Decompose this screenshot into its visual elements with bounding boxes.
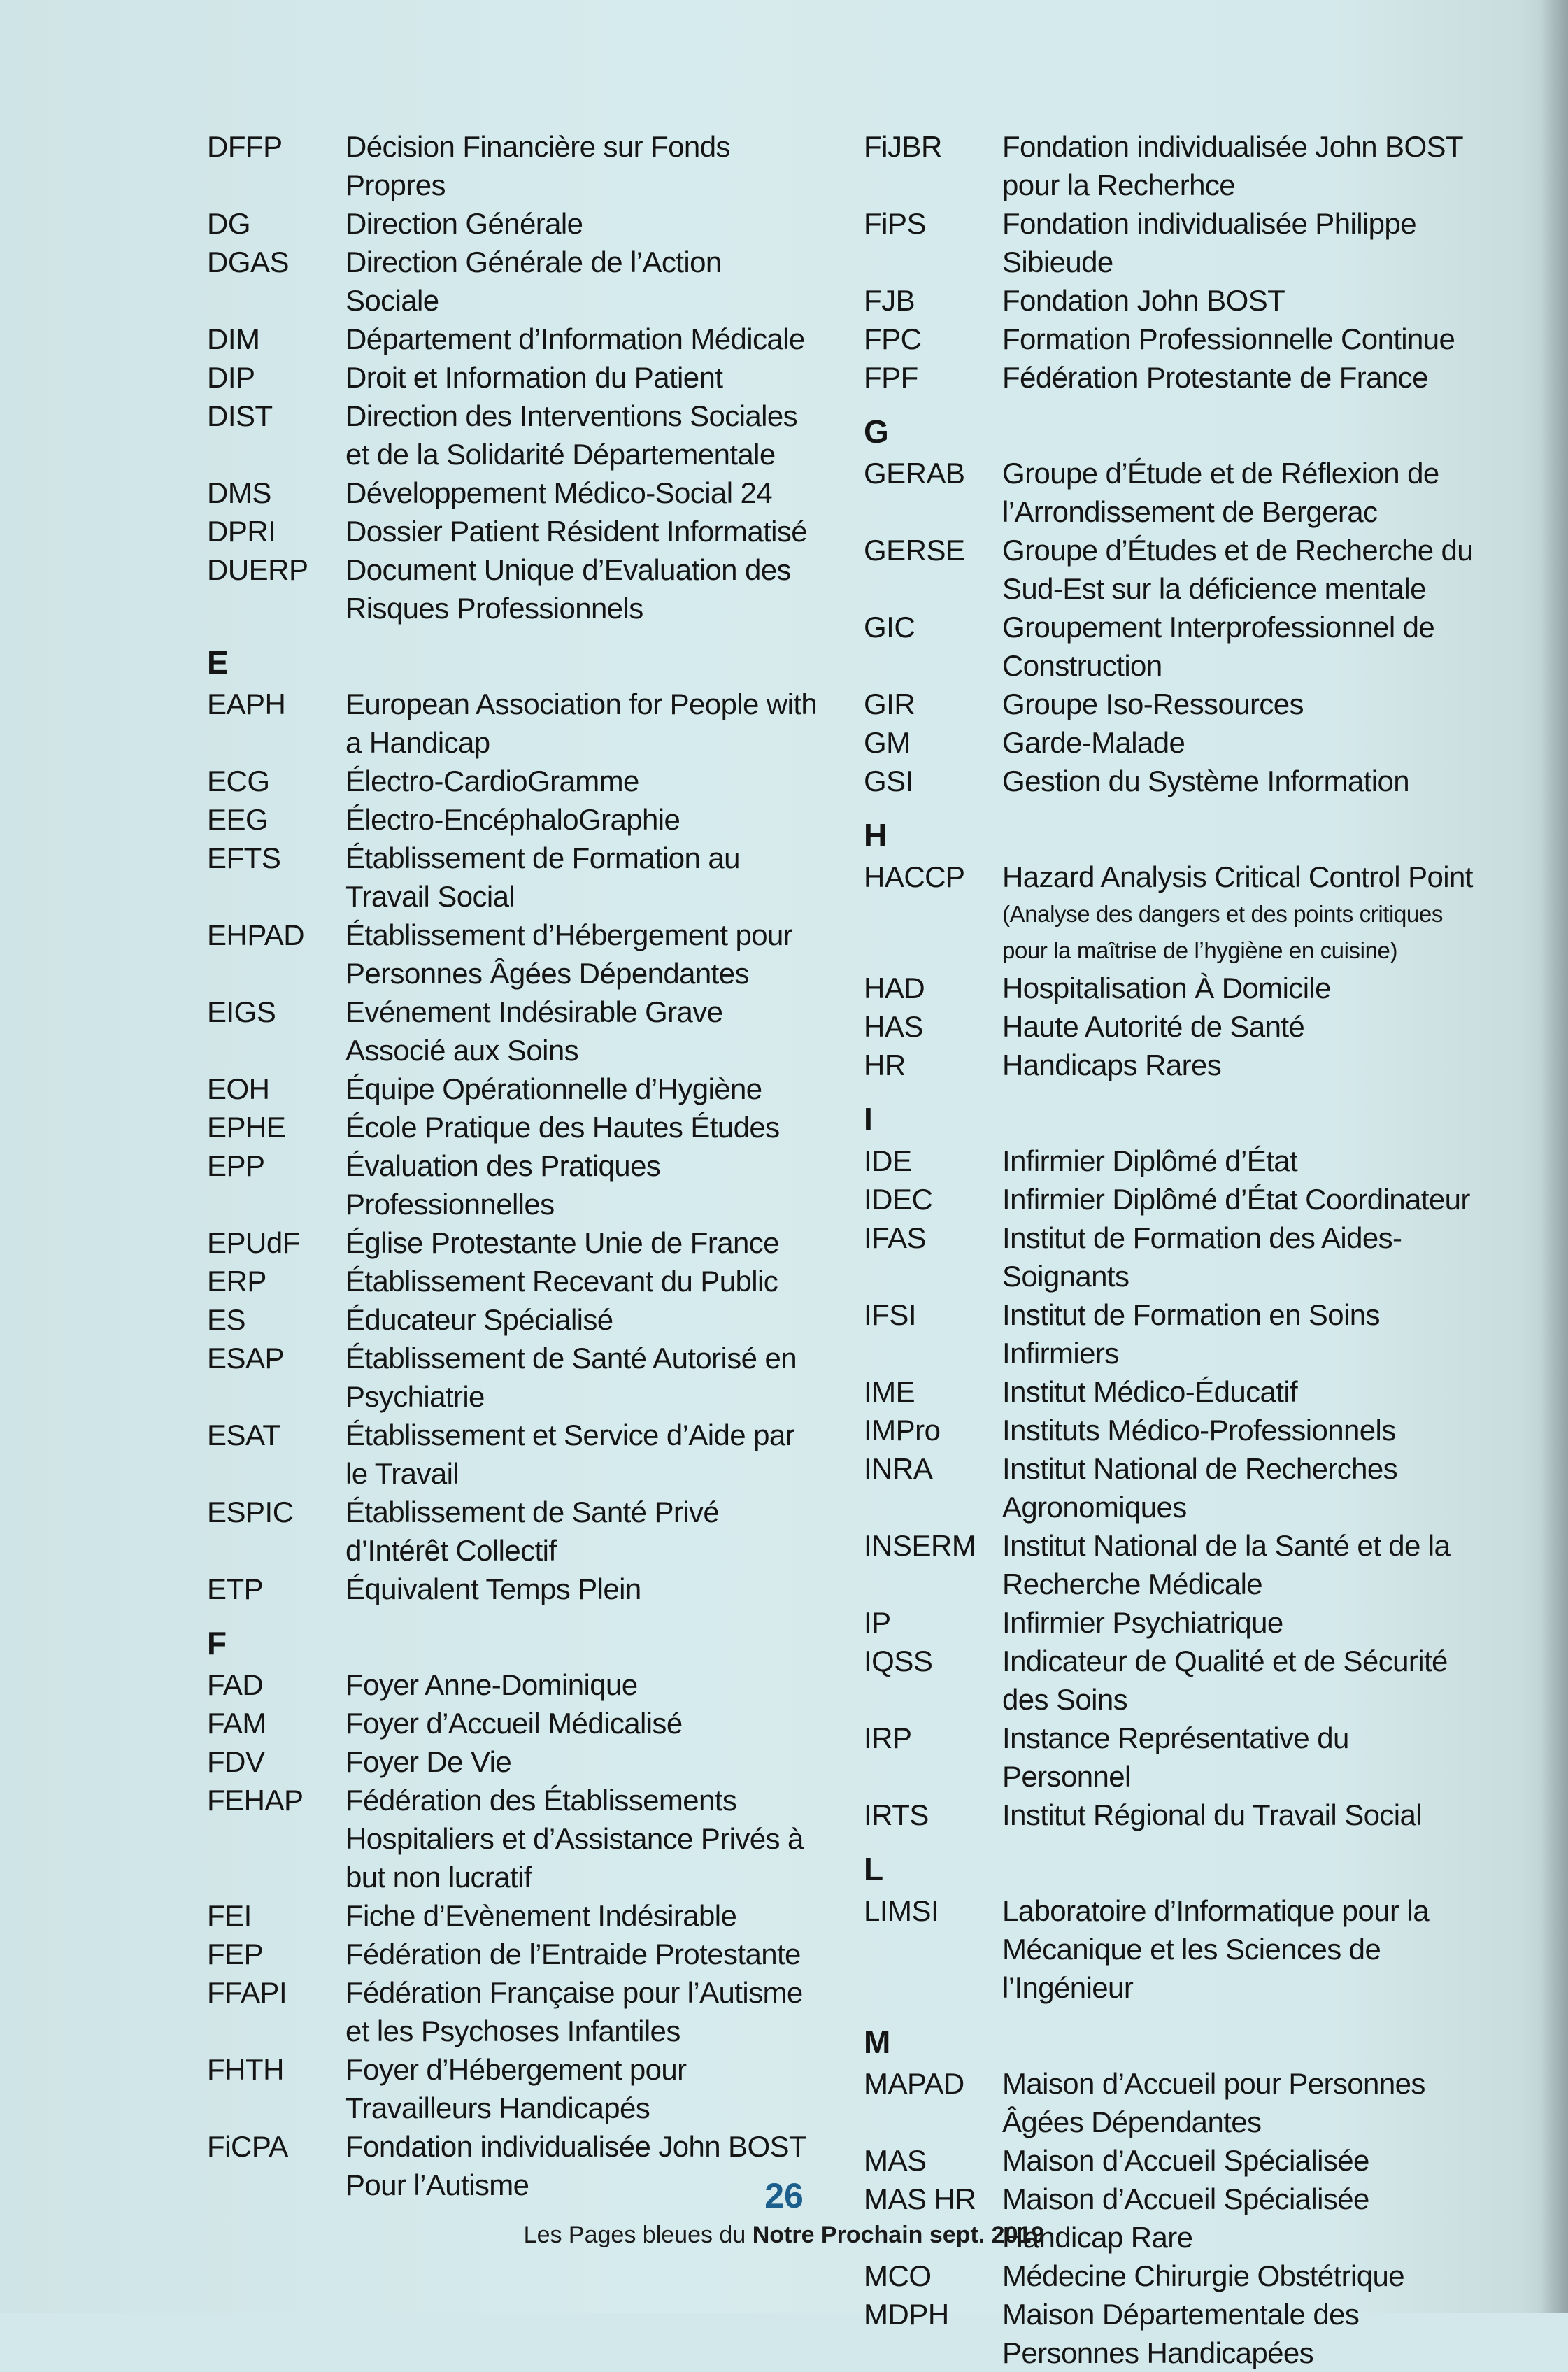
glossary-entry [864,1180,1479,1219]
entry-definition-text: Électro-CardioGramme [345,765,639,797]
entry-abbreviation: IDE [864,1144,912,1177]
entry-definition-text: Fédération Française pour l’Autisme et les Psychoses Infantiles [345,1976,803,2047]
entry-definition-text: Établissement d’Hébergement pour Personnes Âgées Dépendantes [345,918,793,990]
entry-abbreviation: GIC [864,611,915,644]
entry-abbreviation: EOH [207,1072,270,1105]
glossary-entry [864,1719,1479,1796]
entry-definition-text: Direction Générale de l’Action Sociale [345,246,722,317]
entry-definition-text: Foyer De Vie [345,1745,512,1778]
entry-definition-text: Infirmier Diplômé d’État Coordinateur [1002,1183,1470,1216]
entry-abbreviation: FEP [207,1938,264,1970]
entry-definition-text: Direction des Interventions Sociales et de la Solidarité Départementale [345,399,798,471]
entry-definition-text: Éducateur Spécialisé [345,1303,613,1336]
entry-definition [345,1742,822,1781]
entry-definition-text: Établissement Recevant du Public [345,1265,778,1298]
entry-abbreviation: FHTH [207,2053,284,2086]
section-letter: G [864,413,889,450]
entry-definition [1002,531,1479,608]
glossary-entry [207,1416,822,1493]
entry-definition-text: Équipe Opérationnelle d’Hygiène [345,1072,762,1105]
entry-definition [345,1896,822,1935]
entry-definition-text: Fiche d’Evènement Indésirable [345,1899,737,1932]
entry-definition [1002,1411,1479,1449]
entry-definition [1002,1007,1479,1046]
entry-abbreviation: FDV [207,1745,265,1778]
entry-definition-text: Établissement de Santé Autorisé en Psychiatrie [345,1342,797,1413]
entry-definition [345,397,822,474]
entry-abbreviation: EPUdF [207,1226,300,1259]
entry-definition [1002,2064,1479,2141]
entry-definition-text: Maison d’Accueil pour Personnes Âgées Dépendantes [1002,2067,1425,2138]
entry-abbreviation: ERP [207,1265,266,1298]
glossary-entry [207,1339,822,1416]
entry-definition [345,512,822,551]
glossary-entry [864,454,1479,531]
glossary-entry [864,858,1479,969]
entry-definition [1002,1449,1479,1526]
footer-title: Notre Prochain sept. 2019 [752,2222,1045,2248]
glossary-entry [207,397,822,474]
entry-definition [1002,762,1479,800]
glossary-entry [207,1742,822,1781]
glossary-entry [864,1526,1479,1603]
glossary-entry [864,320,1479,358]
entry-abbreviation: FiJBR [864,130,942,163]
glossary-entry [864,1219,1479,1295]
entry-definition-text: Formation Professionnelle Continue [1002,322,1455,355]
entry-abbreviation: MAPAD [864,2067,964,2100]
entry-definition-text: Dossier Patient Résident Informatisé [345,515,808,548]
glossary-entry [207,993,822,1070]
glossary-entry [864,2295,1479,2372]
entry-definition [345,1704,822,1742]
entry-definition-text: Maison d’Accueil Spécialisée Handicap Rare [1002,2182,1369,2254]
glossary-entry [207,762,822,800]
glossary-entry [864,531,1479,608]
entry-abbreviation: EFTS [207,841,281,874]
entry-definition [1002,2295,1479,2372]
entry-abbreviation: IFAS [864,1221,927,1254]
entry-abbreviation: GERAB [864,457,965,490]
glossary-entry [207,839,822,916]
entry-definition-text: Établissement de Santé Privé d’Intérêt Collectif [345,1496,720,1567]
entry-definition [1002,858,1479,969]
entry-abbreviation: IMPro [864,1414,941,1447]
entry-definition-text: Institut de Formation des Aides-Soignants [1002,1221,1402,1293]
entry-definition [345,1781,822,1896]
entry-abbreviation: FiCPA [207,2130,288,2163]
entry-definition-text: Hazard Analysis Critical Control Point [1002,860,1473,893]
entry-abbreviation: EPP [207,1149,265,1182]
page-number: 26 [764,2176,804,2215]
entry-definition [345,1493,822,1570]
section-letter: F [207,1625,227,1661]
entry-abbreviation: DG [207,207,250,240]
entry-abbreviation: ESPIC [207,1496,294,1528]
entry-abbreviation: HAD [864,972,925,1004]
glossary-entry [207,685,822,762]
entry-definition [345,474,822,512]
glossary-entry [207,1896,822,1935]
entry-definition-text: Maison Départementale des Personnes Handicapées [1002,2298,1360,2369]
entry-definition-text: École Pratique des Hautes Études [345,1111,780,1144]
entry-abbreviation: ES [207,1303,246,1336]
entry-definition [345,1570,822,1608]
entry-definition [345,1223,822,1262]
entry-definition-text: Médecine Chirurgie Obstétrique [1002,2259,1404,2292]
entry-abbreviation: HR [864,1049,906,1081]
entry-definition [345,1973,822,2050]
glossary-entry [864,1449,1479,1526]
entry-abbreviation: HAS [864,1010,923,1043]
entry-definition-text: Établissement de Formation au Travail Social [345,841,740,913]
entry-definition [1002,454,1479,531]
entry-definition-text: Instituts Médico-Professionnels [1002,1414,1396,1447]
entry-definition [345,993,822,1070]
glossary-entry [207,800,822,839]
glossary-entry [207,1704,822,1742]
entry-definition-text: Groupe Iso-Ressources [1002,688,1304,720]
entry-definition [1002,358,1479,397]
entry-abbreviation: IDEC [864,1183,933,1216]
entry-definition-text: Direction Générale [345,207,583,240]
glossary-entry [864,2141,1479,2180]
glossary-entry [207,1300,822,1339]
entry-abbreviation: DIST [207,399,273,432]
glossary-entry [207,320,822,358]
entry-abbreviation: MAS HR [864,2182,976,2215]
entry-definition-text: Décision Financière sur Fonds Propres [345,130,730,201]
entry-definition-text: Électro-EncéphaloGraphie [345,803,680,836]
glossary-entry [207,551,822,627]
entry-definition [345,243,822,320]
glossary-entry [864,1411,1479,1449]
entry-definition [1002,204,1479,281]
entry-abbreviation: ESAT [207,1419,280,1451]
footer-prefix: Les Pages bleues du [523,2222,753,2248]
glossary-entry [207,358,822,397]
entry-definition [1002,320,1479,358]
glossary-entry [207,1666,822,1704]
glossary-entry [207,127,822,204]
glossary-entry [864,723,1479,762]
entry-abbreviation: HACCP [864,860,965,893]
glossary-entry [207,1223,822,1262]
entry-abbreviation: MAS [864,2144,927,2177]
entry-definition [1002,1219,1479,1295]
entry-definition-text: Gestion du Système Information [1002,765,1409,797]
entry-abbreviation: IRP [864,1721,912,1754]
glossary-entry [864,1796,1479,1834]
entry-abbreviation: IFSI [864,1298,917,1331]
entry-abbreviation: GERSE [864,534,965,567]
glossary-entry [864,1642,1479,1719]
glossary-entry [207,243,822,320]
entry-definition [1002,281,1479,320]
entry-definition-text: Département d’Information Médicale [345,322,805,355]
entry-definition [1002,1796,1479,1834]
entry-definition [1002,1891,1479,2007]
glossary-entry [207,1570,822,1608]
glossary-entry [207,1973,822,2050]
entry-definition [345,1300,822,1339]
entry-definition [1002,1603,1479,1642]
glossary-entry [207,1781,822,1896]
entry-definition-text: European Association for People with a Handicap [345,688,818,759]
entry-abbreviation: FFAPI [207,1976,287,2009]
entry-definition-text: Droit et Information du Patient [345,361,723,394]
footer-publication [0,2222,1568,2249]
entry-definition-text: Indicateur de Qualité et de Sécurité des Soins [1002,1645,1448,1716]
glossary-entry [207,204,822,243]
entry-abbreviation: IQSS [864,1645,933,1677]
glossary-entry [207,512,822,551]
entry-definition [345,1262,822,1300]
entry-definition-text: Handicaps Rares [1002,1049,1222,1081]
entry-definition-text: Document Unique d’Evaluation des Risques Professionnels [345,553,791,625]
entry-abbreviation: FPF [864,361,918,394]
glossary-entry [207,1493,822,1570]
entry-definition [345,762,822,800]
glossary-entry [864,969,1479,1007]
entry-abbreviation: FEI [207,1899,252,1932]
entry-definition-text: Fédération de l’Entraide Protestante [345,1938,801,1970]
entry-definition [1002,1372,1479,1411]
entry-definition-text: Fondation individualisée John BOST pour la Recherhce [1002,130,1463,201]
glossary-entry [864,1372,1479,1411]
entry-definition-text: Fédération des Établissements Hospitaliers et d’Assistance Privés à but non lucratif [345,1784,804,1894]
entry-abbreviation: FAM [207,1707,266,1740]
page-spine-shadow [1540,0,1568,2313]
entry-definition [345,204,822,243]
entry-definition-text: Évaluation des Pratiques Professionnelles [345,1149,661,1221]
entry-abbreviation: GSI [864,765,913,797]
glossary-entry [864,358,1479,397]
entry-abbreviation: DUERP [207,553,308,586]
entry-definition-text: Foyer d’Hébergement pour Travailleurs Handicapés [345,2053,687,2124]
entry-definition [1002,1046,1479,1084]
entry-abbreviation: FEHAP [207,1784,304,1817]
entry-definition [345,1339,822,1416]
glossary-entry [207,1935,822,1973]
entry-definition [1002,1295,1479,1372]
glossary-entry [864,1295,1479,1372]
entry-definition [345,2050,822,2127]
entry-abbreviation: GIR [864,688,915,720]
entry-definition [345,358,822,397]
section-letter: I [864,1101,873,1137]
entry-definition [1002,1719,1479,1796]
entry-definition-text: Institut National de la Santé et de la Recherche Médicale [1002,1529,1451,1600]
entry-definition-text: Laboratoire d’Informatique pour la Mécanique et les Sciences de l’Ingénieur [1002,1894,1429,2004]
glossary-entry [864,127,1479,204]
entry-definition-text: Institut Médico-Éducatif [1002,1375,1298,1408]
entry-definition [345,1666,822,1704]
glossary-entry [864,281,1479,320]
section-letter: L [864,1851,884,1887]
entry-definition-text: Établissement et Service d’Aide par le Travail [345,1419,794,1490]
entry-abbreviation: IRTS [864,1798,929,1831]
entry-abbreviation: ETP [207,1572,264,1605]
entry-definition [1002,1180,1479,1219]
entry-note: (Analyse des dangers et des points critiques pour la maîtrise de l’hygiène en cuisine) [1002,901,1443,963]
entry-definition-text: Garde-Malade [1002,726,1185,759]
entry-definition [1002,685,1479,723]
entry-definition-text: Infirmier Psychiatrique [1002,1606,1283,1639]
entry-definition [345,551,822,627]
entry-abbreviation: DIM [207,322,260,355]
entry-definition [1002,969,1479,1007]
entry-abbreviation: LIMSI [864,1894,939,1927]
entry-definition-text: Fédération Protestante de France [1002,361,1428,394]
glossary-entry [864,608,1479,685]
entry-definition [345,320,822,358]
entry-abbreviation: ESAP [207,1342,285,1375]
entry-definition-text: Groupement Interprofessionnel de Construction [1002,611,1435,682]
entry-definition [1002,1526,1479,1603]
glossary-column-left [207,127,822,2204]
glossary-column-right [864,127,1479,2372]
glossary-entry [864,1007,1479,1046]
entry-definition [1002,127,1479,204]
entry-definition [345,1416,822,1493]
entry-definition [345,1935,822,1973]
entry-abbreviation: EAPH [207,688,286,720]
glossary-entry [864,2257,1479,2295]
glossary-entry [864,1891,1479,2007]
glossary-entry [864,1046,1479,1084]
entry-definition-text: Infirmier Diplômé d’État [1002,1144,1298,1177]
entry-definition [345,127,822,204]
entry-abbreviation: EEG [207,803,269,836]
entry-definition [345,800,822,839]
glossary-entry [864,1142,1479,1180]
entry-abbreviation: ECG [207,765,270,797]
glossary-entry [207,474,822,512]
entry-abbreviation: DIP [207,361,255,394]
entry-definition [1002,723,1479,762]
entry-definition [345,1108,822,1146]
entry-definition-text: Fondation individualisée John BOST Pour l’Autisme [345,2130,806,2201]
entry-definition-text: Maison d’Accueil Spécialisée [1002,2144,1369,2177]
entry-abbreviation: EPHE [207,1111,286,1144]
entry-definition-text: Groupe d’Étude et de Réflexion de l’Arrondissement de Bergerac [1002,457,1439,528]
glossary-entry [864,685,1479,723]
entry-abbreviation: DMS [207,476,271,509]
entry-definition [1002,1642,1479,1719]
entry-definition-text: Instance Représentative du Personnel [1002,1721,1349,1793]
section-letter: M [864,2024,891,2060]
entry-definition [1002,608,1479,685]
entry-abbreviation: INSERM [864,1529,976,1562]
glossary-entry [864,204,1479,281]
entry-definition-text: Développement Médico-Social 24 [345,476,773,509]
entry-abbreviation: MCO [864,2259,932,2292]
entry-abbreviation: FiPS [864,207,927,240]
entry-definition-text: Institut Régional du Travail Social [1002,1798,1422,1831]
entry-definition-text: Institut National de Recherches Agronomiques [1002,1452,1398,1524]
section-letter: E [207,644,229,681]
entry-definition [1002,2257,1479,2295]
entry-definition [345,916,822,993]
entry-definition-text: Haute Autorité de Santé [1002,1010,1305,1043]
entry-abbreviation: FAD [207,1668,264,1701]
entry-abbreviation: DPRI [207,515,276,548]
entry-abbreviation: FJB [864,284,915,317]
glossary-entry [207,1070,822,1108]
glossary-entry [207,1108,822,1146]
entry-abbreviation: DGAS [207,246,290,278]
entry-definition [345,1146,822,1223]
glossary-entry [864,762,1479,800]
entry-definition-text: Evénement Indésirable Grave Associé aux Soins [345,995,723,1067]
entry-abbreviation: IME [864,1375,915,1408]
entry-abbreviation: DFFP [207,130,283,163]
entry-definition-text: Église Protestante Unie de France [345,1226,779,1259]
entry-definition [345,685,822,762]
entry-definition [345,839,822,916]
entry-definition [1002,1142,1479,1180]
glossary-entry [207,1262,822,1300]
entry-definition-text: Fondation individualisée Philippe Sibieude [1002,207,1416,278]
entry-abbreviation: EIGS [207,995,276,1028]
glossary-entry [864,2064,1479,2141]
glossary-entry [864,1603,1479,1642]
entry-abbreviation: EHPAD [207,918,305,951]
entry-definition-text: Foyer Anne-Dominique [345,1668,638,1701]
glossary-entry [207,2050,822,2127]
entry-abbreviation: MDPH [864,2298,949,2331]
entry-definition-text: Hospitalisation À Domicile [1002,972,1331,1004]
glossary-entry [207,916,822,993]
entry-abbreviation: IP [864,1606,891,1639]
entry-definition-text: Fondation John BOST [1002,284,1285,317]
section-letter: H [864,817,888,853]
entry-abbreviation: FPC [864,322,922,355]
glossary-entry [207,1146,822,1223]
entry-abbreviation: GM [864,726,911,759]
entry-definition-text: Institut de Formation en Soins Infirmiers [1002,1298,1380,1370]
entry-definition-text: Équivalent Temps Plein [345,1572,641,1605]
entry-definition [1002,2141,1479,2180]
entry-definition [345,1070,822,1108]
entry-abbreviation: INRA [864,1452,933,1485]
entry-definition-text: Foyer d’Accueil Médicalisé [345,1707,683,1740]
entry-definition-text: Groupe d’Études et de Recherche du Sud-Est sur la déficience mentale [1002,534,1474,605]
